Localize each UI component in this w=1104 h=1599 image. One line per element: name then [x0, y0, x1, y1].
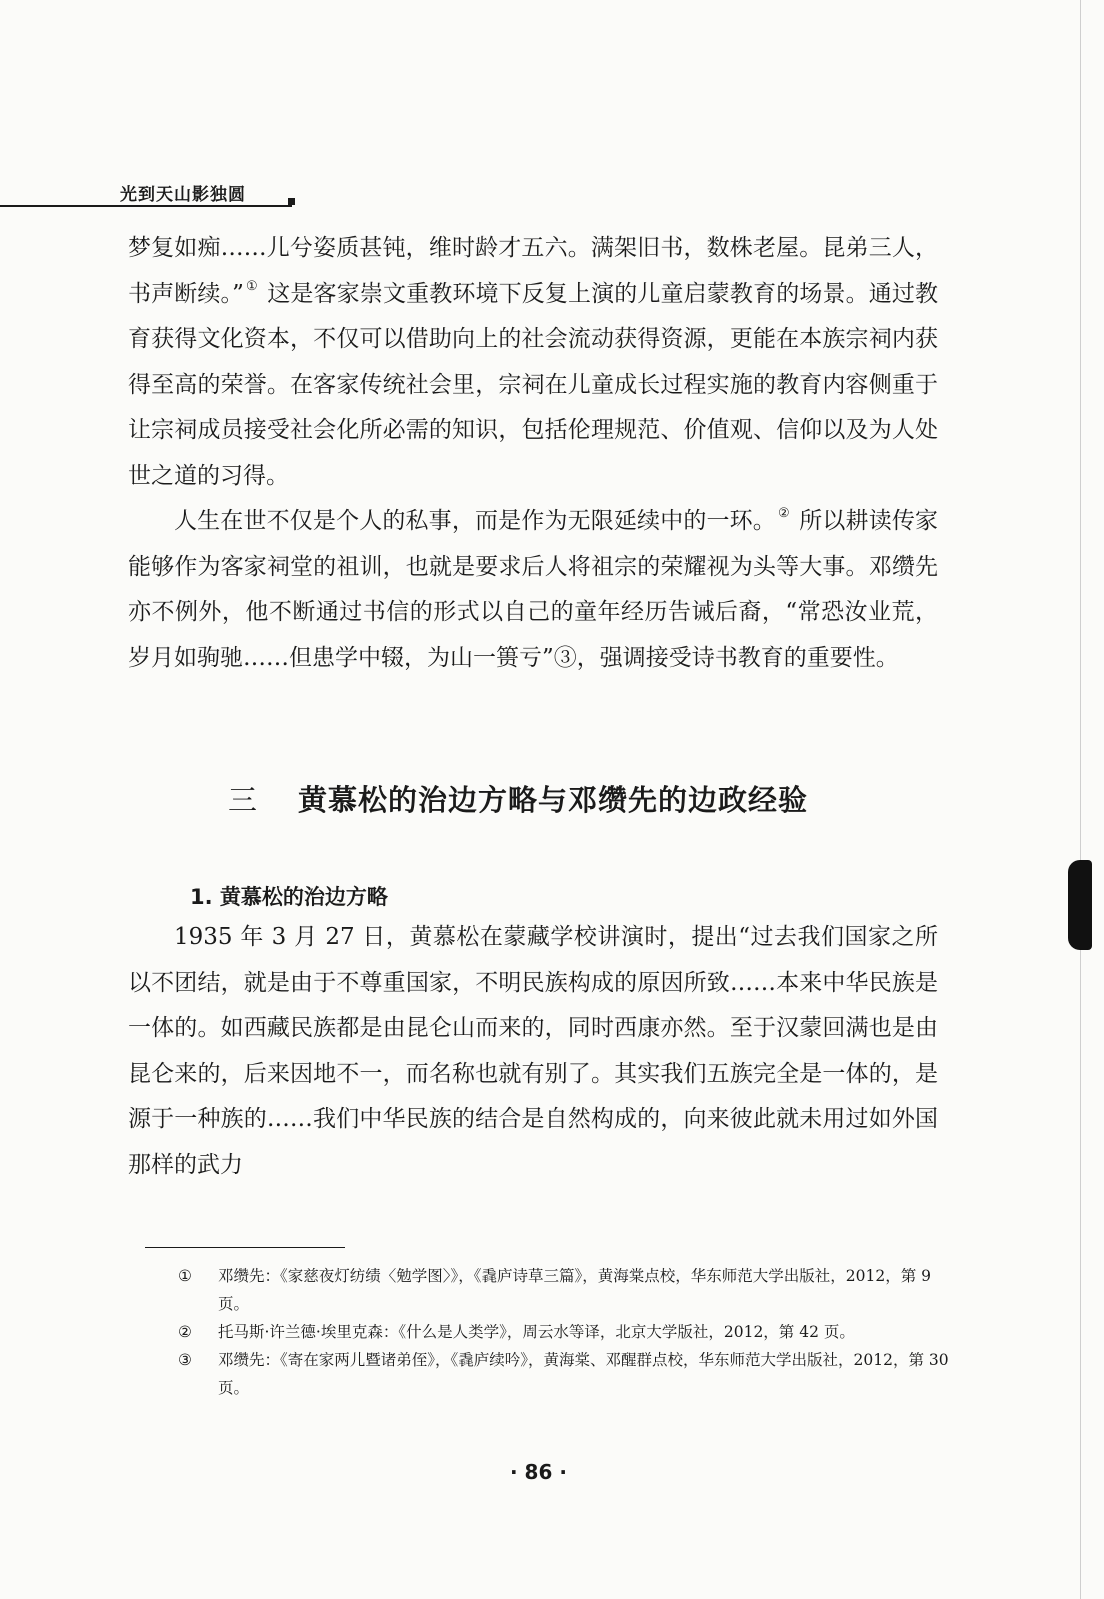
footnote-text: 托马斯·许兰德·埃里克森：《什么是人类学》，周云水等译，北京大学版社，2012，第 42 页。 — [218, 1323, 855, 1341]
page-number: · 86 · — [510, 1460, 567, 1484]
running-header: 光到天山影独圆 — [120, 185, 246, 205]
paragraph — [128, 915, 938, 1188]
footnotes — [178, 1262, 958, 1402]
scan-edge-line — [1080, 0, 1081, 1599]
subsection-title: 1. 黄慕松的治边方略 — [190, 885, 388, 909]
section-number: 三 — [228, 783, 259, 817]
footnote-mark: ② — [178, 1323, 192, 1341]
header-square-icon — [288, 198, 295, 205]
paragraph-text: 人生在世不仅是个人的私事，而是作为无限延续中的一环。 — [174, 508, 776, 534]
scan-blot — [1068, 860, 1092, 950]
header-rule — [0, 205, 292, 207]
paragraph — [128, 499, 938, 681]
footnote — [178, 1346, 958, 1402]
paragraph-text: 梦复如痴……儿兮姿质甚钝，维时龄才五六。满架旧书，数株老屋。昆弟三人，书声断续。” — [128, 235, 938, 307]
footnote-mark: ① — [178, 1267, 192, 1285]
section-title-text: 黄慕松的治边方略与邓缵先的边政经验 — [298, 783, 809, 817]
paragraph-text: 1935 年 3 月 27 日，黄慕松在蒙藏学校讲演时，提出“过去我们国家之所以不团结，就是由于不尊重国家，不明民族构成的原因所致……本来中华民族是一体的。如西藏民族都是由昆仑山而来的，同时西康亦然。至于汉蒙回满也是由昆仑来的，后来因地不一，而名称也就有别了。其实我们五族完全是一体的，是源于一种族的……我们中华民族的结合是自然构成的，向来彼此就未用过如外国那样的武力 — [128, 924, 938, 1178]
footnote-text: 邓缵先：《寄在家两儿暨诸弟侄》，《毳庐续吟》，黄海棠、邓醒群点校，华东师范大学出版社，2012，第 30 页。 — [218, 1351, 949, 1397]
footnote-text: 邓缵先：《家慈夜灯纺绩〈勉学图〉》，《毳庐诗草三篇》，黄海棠点校，华东师范大学出版社，2012，第 9 页。 — [218, 1267, 931, 1313]
section-title — [228, 778, 808, 819]
body-text-block-2 — [128, 915, 938, 1188]
footnote-ref: ② — [777, 506, 790, 521]
footnote-rule — [145, 1247, 345, 1248]
footnote — [178, 1262, 958, 1318]
paragraph — [128, 226, 938, 499]
paragraph-text: 这是客家崇文重教环境下反复上演的儿童启蒙教育的场景。通过教育获得文化资本，不仅可以借助向上的社会流动获得资源，更能在本族宗祠内获得至高的荣誉。在客家传统社会里，宗祠在儿童成长过程实施的教育内容侧重于让宗祠成员接受社会化所必需的知识，包括伦理规范、价值观、信仰以及为人处世之道的习得。 — [128, 280, 938, 489]
footnote-ref: ① — [245, 278, 258, 294]
footnote-mark: ③ — [178, 1351, 192, 1369]
body-text-block-1 — [128, 226, 938, 681]
paragraph-text: 所以耕读传家能够作为客家祠堂的祖训，也就是要求后人将祖宗的荣耀视为头等大事。邓缵先亦不例外，他不断通过书信的形式以自己的童年经历告诫后裔，“常恐汝业荒，岁月如驹驰……但患学中辍，为山一篑亏”③，强调接受诗书教育的重要性。 — [128, 508, 939, 671]
footnote — [178, 1318, 958, 1346]
